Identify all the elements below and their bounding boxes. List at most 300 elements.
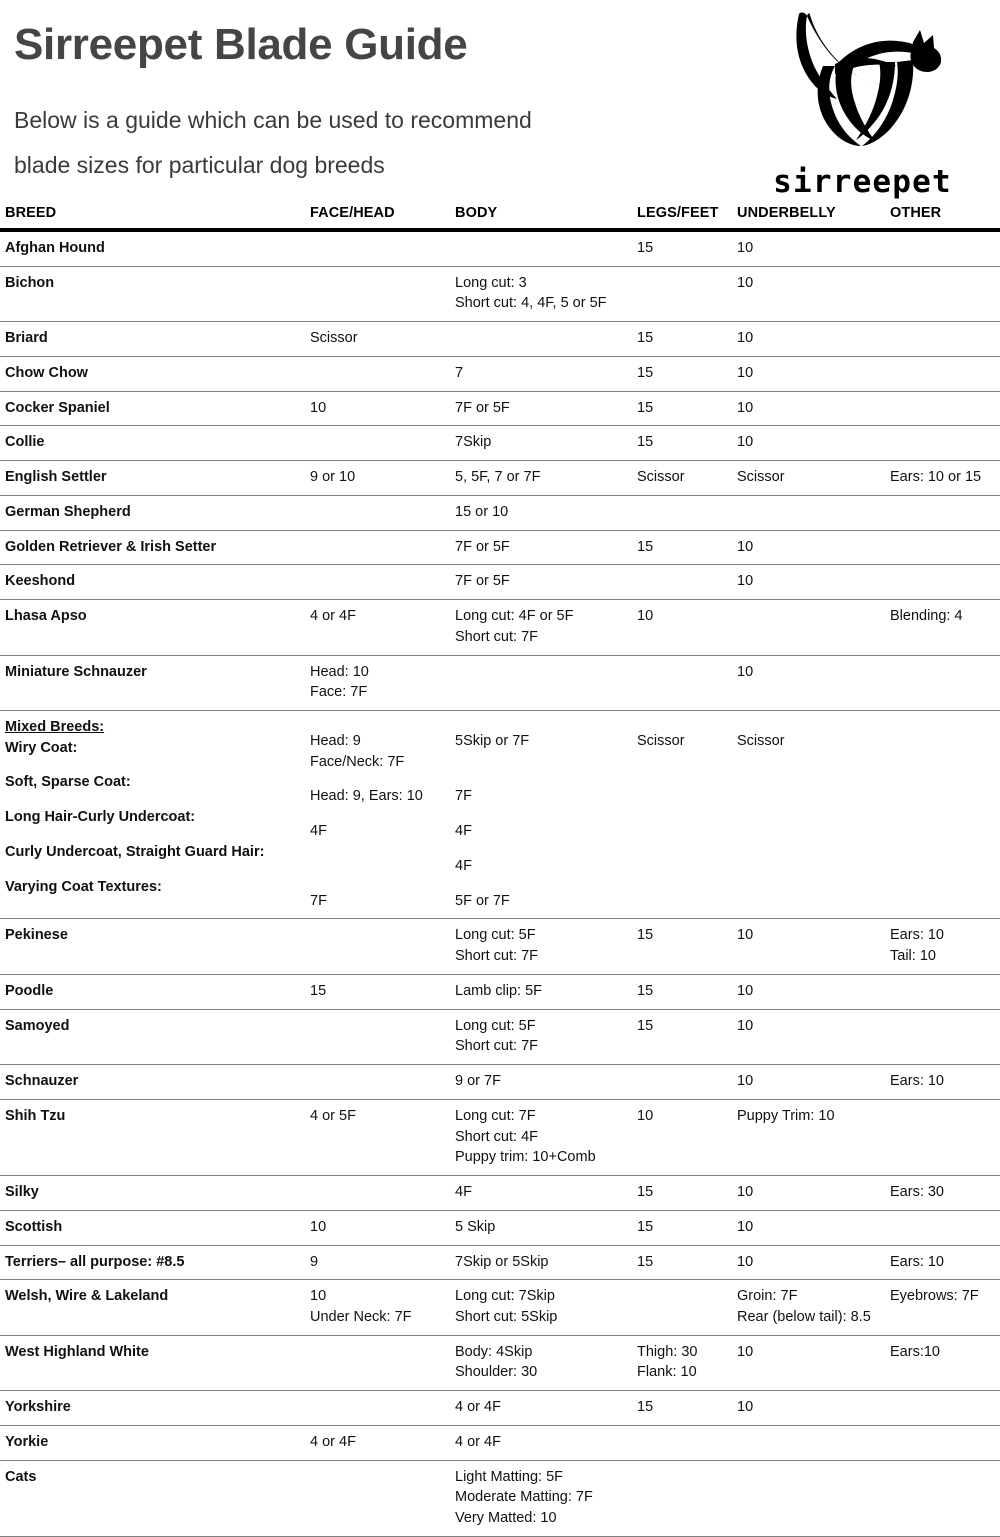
- cell-legs-feet: [637, 1335, 737, 1390]
- cell-line: Shoulder: 30: [455, 1364, 538, 1381]
- cell-body: [455, 495, 637, 530]
- cell-body: [455, 461, 637, 496]
- mixed-breeds-subrow-3: [890, 800, 994, 821]
- mixed-breeds-subrow-5: [5, 877, 306, 898]
- mixed-breeds-subrow-5: [737, 891, 884, 912]
- cell-line: Terriers– all purpose: #8.5: [5, 1253, 185, 1270]
- cell-legs-feet: [637, 426, 737, 461]
- cell-line: 15: [637, 364, 654, 381]
- cell-line: Face/Neck: 7F: [310, 753, 405, 770]
- cell-line: Puppy Trim: 10: [737, 1107, 835, 1124]
- cell-underbelly: [737, 530, 890, 565]
- table-row: [0, 391, 1000, 426]
- cell-line: Very Matted: 10: [455, 1510, 557, 1527]
- cell-line: 15: [637, 1218, 654, 1235]
- mixed-breeds-subrow-4: [637, 856, 731, 877]
- cell-body: [455, 1280, 637, 1335]
- cell-breed: [0, 461, 310, 496]
- cell-legs-feet: [637, 230, 737, 266]
- mixed-breeds-subrow-3: [737, 821, 884, 842]
- cell-line: English Settler: [5, 469, 107, 486]
- cell-underbelly: [737, 600, 890, 655]
- cell-other: [890, 1176, 1000, 1211]
- table-row: [0, 230, 1000, 266]
- cell-line: 10: [737, 1184, 754, 1201]
- mixed-breeds-subrow-3: [5, 807, 306, 828]
- table-row: [0, 919, 1000, 974]
- cell-line: Scissor: [310, 330, 358, 347]
- cell-other: [890, 426, 1000, 461]
- cell-legs-feet: [637, 565, 737, 600]
- cell-other: [890, 530, 1000, 565]
- mixed-breeds-subrow-2: [890, 766, 994, 787]
- cell-line: 7F or 5F: [455, 538, 510, 555]
- cell-line: 7: [455, 364, 464, 381]
- cell-line: 15: [637, 399, 654, 416]
- column-header-legs-feet: LEGS/FEET: [637, 205, 719, 221]
- cell-breed: [0, 1099, 310, 1175]
- cell-line: Thigh: 30: [637, 1343, 698, 1360]
- table-row: [0, 974, 1000, 1009]
- cell-line: Long cut: 7F: [455, 1107, 536, 1124]
- mixed-breeds-heading: Mixed Breeds:: [5, 719, 105, 736]
- cell-line: 15: [637, 927, 654, 944]
- mixed-breeds-subrow-5: [890, 870, 994, 891]
- cell-body: [455, 1210, 637, 1245]
- cell-line: 7F: [455, 788, 472, 805]
- cell-line: 10: [310, 399, 327, 416]
- cell-line: 7Skip: [455, 434, 492, 451]
- cell-line: 10: [737, 364, 754, 381]
- cell-line: 10: [310, 1218, 327, 1235]
- cell-line: 10: [737, 538, 754, 555]
- cell-underbelly: [737, 565, 890, 600]
- cell-line: Flank: 10: [637, 1364, 697, 1381]
- cell-line: 10: [737, 274, 754, 291]
- table-row: [0, 322, 1000, 357]
- mixed-breeds-subrow-1: [737, 731, 884, 772]
- cell-other: [890, 322, 1000, 357]
- cell-body: [455, 230, 637, 266]
- cell-line: Under Neck: 7F: [310, 1308, 412, 1325]
- cell-line: 15: [637, 240, 654, 256]
- table-row: [0, 565, 1000, 600]
- cell-line: Scissor: [737, 469, 785, 486]
- cell-legs-feet: [637, 1425, 737, 1460]
- cell-line: 4 or 4F: [310, 1433, 356, 1450]
- table-row: [0, 530, 1000, 565]
- cell-line: Collie: [5, 434, 45, 451]
- cell-underbelly: [737, 322, 890, 357]
- cell-line: 10: [737, 1218, 754, 1235]
- cell-breed: [0, 655, 310, 710]
- cell-other: [890, 266, 1000, 321]
- cell-line: 5F or 7F: [455, 892, 510, 909]
- cell-body: [455, 1065, 637, 1100]
- cell-line: Ears: 10 or 15: [890, 469, 982, 486]
- cell-line: Schnauzer: [5, 1073, 79, 1090]
- cell-breed: [0, 565, 310, 600]
- cell-line: 15: [637, 538, 654, 555]
- mixed-breeds-subrow-4: [890, 835, 994, 856]
- cell-body: [455, 1009, 637, 1064]
- cell-face-head: [310, 1391, 455, 1426]
- cell-other: [890, 1065, 1000, 1100]
- table-row-mixed-breeds: [0, 711, 1000, 919]
- cell-body: [455, 322, 637, 357]
- cell-line: Scissor: [637, 733, 685, 750]
- table-row: [0, 600, 1000, 655]
- cell-body: [455, 266, 637, 321]
- cell-line: 4 or 4F: [455, 1399, 501, 1416]
- cell-other: [890, 919, 1000, 974]
- cell-body: [455, 600, 637, 655]
- cell-underbelly: [737, 1245, 890, 1280]
- cell-face-head: [310, 230, 455, 266]
- cell-breed: [0, 1176, 310, 1211]
- cell-other: [890, 230, 1000, 266]
- cell-line: 10: [737, 399, 754, 416]
- cell-line: Short cut: 7F: [455, 628, 539, 645]
- cell-line: 10: [637, 608, 654, 625]
- cell-line: Welsh, Wire & Lakeland: [5, 1288, 169, 1305]
- cell-line: Scottish: [5, 1218, 63, 1235]
- cell-line: Head: 9, Ears: 10: [310, 788, 423, 805]
- mixed-breeds-subrow-5: [455, 891, 631, 912]
- cell-breed: [0, 530, 310, 565]
- table-row: [0, 1210, 1000, 1245]
- header-row: [0, 205, 1000, 230]
- cell-other: [890, 1009, 1000, 1064]
- cell-line: 5, 5F, 7 or 7F: [455, 469, 541, 486]
- cell-underbelly: [737, 1210, 890, 1245]
- cell-body: [455, 919, 637, 974]
- cell-legs-feet: [637, 919, 737, 974]
- cell-breed: [0, 1335, 310, 1390]
- mixed-breeds-heading-spacer: [737, 717, 884, 731]
- cell-face-head: [310, 530, 455, 565]
- logo-wordmark: sirreepet: [773, 164, 952, 200]
- cell-breed: [0, 266, 310, 321]
- cell-line: Light Matting: 5F: [455, 1468, 563, 1485]
- cell-line: Moderate Matting: 7F: [455, 1489, 593, 1506]
- cell-line: Silky: [5, 1184, 39, 1201]
- mixed-breeds-subrow-label: Curly Undercoat, Straight Guard Hair:: [5, 843, 265, 860]
- cell-face-head: [310, 1460, 455, 1536]
- mixed-breeds-heading-spacer: [455, 717, 631, 731]
- cell-line: Keeshond: [5, 573, 76, 590]
- cell-legs-feet: [637, 1176, 737, 1211]
- cell-legs-feet: [637, 600, 737, 655]
- cell-legs-feet: [637, 1460, 737, 1536]
- mixed-breeds-subrow-2: [455, 786, 631, 807]
- cell-face-head: [310, 919, 455, 974]
- cell-legs-feet: [637, 461, 737, 496]
- column-header-breed: BREED: [5, 205, 57, 221]
- cell-line: Groin: 7F: [737, 1288, 798, 1305]
- cell-breed: [0, 495, 310, 530]
- subtitle-line-2: blade sizes for particular dog breeds: [14, 151, 385, 178]
- cell-breed: [0, 391, 310, 426]
- cell-legs-feet: [637, 1391, 737, 1426]
- cell-line: 10: [737, 1253, 754, 1270]
- cell-line: Head: 10: [310, 663, 369, 680]
- mixed-breeds-subrow-3: [637, 821, 731, 842]
- cell-line: 4F: [310, 823, 327, 840]
- cell-breed: [0, 711, 310, 919]
- cell-underbelly: [737, 919, 890, 974]
- cell-line: Yorkie: [5, 1433, 49, 1450]
- cell-line: 9 or 10: [310, 469, 356, 486]
- cell-body: [455, 356, 637, 391]
- cell-other: [890, 1425, 1000, 1460]
- table-row: [0, 495, 1000, 530]
- table-body: [0, 230, 1000, 1536]
- mixed-breeds-heading-spacer: [310, 717, 449, 731]
- cell-underbelly: [737, 230, 890, 266]
- cell-line: Body: 4Skip: [455, 1343, 533, 1360]
- cell-line: Short cut: 5Skip: [455, 1308, 558, 1325]
- cell-other: [890, 1280, 1000, 1335]
- mixed-breeds-subrow-label: Wiry Coat:: [5, 739, 78, 756]
- cell-underbelly: [737, 711, 890, 919]
- table-row: [0, 1391, 1000, 1426]
- mixed-breeds-subrow-1: [5, 738, 306, 759]
- cell-line: 7F or 5F: [455, 573, 510, 590]
- cell-breed: [0, 1280, 310, 1335]
- cell-face-head: [310, 565, 455, 600]
- mixed-breeds-subrow-4: [5, 842, 306, 863]
- cell-other: [890, 1099, 1000, 1175]
- cell-body: [455, 1099, 637, 1175]
- cell-line: Long cut: 4F or 5F: [455, 608, 574, 625]
- cell-underbelly: [737, 1335, 890, 1390]
- cell-legs-feet: [637, 356, 737, 391]
- cell-line: 10: [737, 1017, 754, 1034]
- cell-line: Cats: [5, 1468, 37, 1485]
- cell-body: [455, 391, 637, 426]
- cell-legs-feet: [637, 266, 737, 321]
- brand-logo: [745, 4, 980, 202]
- cell-breed: [0, 356, 310, 391]
- cell-body: [455, 1245, 637, 1280]
- cell-line: Briard: [5, 330, 48, 347]
- cell-legs-feet: [637, 322, 737, 357]
- cell-line: Ears: 10: [890, 1253, 944, 1270]
- cell-line: 15 or 10: [455, 503, 509, 520]
- cell-body: [455, 1391, 637, 1426]
- cell-line: 7Skip or 5Skip: [455, 1253, 549, 1270]
- cell-line: Long cut: 5F: [455, 927, 536, 944]
- mixed-breeds-subrow-5: [637, 891, 731, 912]
- mixed-breeds-subrow-2: [737, 786, 884, 807]
- cell-line: Long cut: 7Skip: [455, 1288, 555, 1305]
- cell-line: 15: [637, 330, 654, 347]
- cell-body: [455, 1176, 637, 1211]
- cell-line: 10: [310, 1288, 327, 1305]
- cell-breed: [0, 1391, 310, 1426]
- cell-line: 4F: [455, 823, 472, 840]
- cell-face-head: [310, 426, 455, 461]
- cell-other: [890, 1245, 1000, 1280]
- sirreepet-cat-icon: [763, 4, 963, 154]
- mixed-breeds-subrow-4: [455, 856, 631, 877]
- cell-other: [890, 356, 1000, 391]
- cell-line: West Highland White: [5, 1343, 149, 1360]
- cell-legs-feet: [637, 1210, 737, 1245]
- cell-line: 4F: [455, 857, 472, 874]
- cell-underbelly: [737, 974, 890, 1009]
- cell-breed: [0, 230, 310, 266]
- cell-underbelly: [737, 426, 890, 461]
- cell-line: 15: [637, 1253, 654, 1270]
- cell-line: 4 or 5F: [310, 1107, 356, 1124]
- cell-body: [455, 711, 637, 919]
- cell-body: [455, 1425, 637, 1460]
- cell-line: 9: [310, 1253, 319, 1270]
- cell-line: Face: 7F: [310, 684, 368, 701]
- cell-face-head: [310, 600, 455, 655]
- cell-line: 7F or 5F: [455, 399, 510, 416]
- table-row: [0, 1065, 1000, 1100]
- cell-legs-feet: [637, 711, 737, 919]
- cell-underbelly: [737, 1425, 890, 1460]
- cell-underbelly: [737, 1176, 890, 1211]
- table-row: [0, 1335, 1000, 1390]
- cell-face-head: [310, 974, 455, 1009]
- cell-face-head: [310, 1425, 455, 1460]
- cell-line: Poodle: [5, 982, 54, 999]
- cell-line: Cocker Spaniel: [5, 399, 110, 416]
- cell-line: 10: [637, 1107, 654, 1124]
- table-row: [0, 356, 1000, 391]
- table-row: [0, 461, 1000, 496]
- cell-line: Lamb clip: 5F: [455, 982, 543, 999]
- mixed-breeds-subrow-5: [310, 891, 449, 912]
- cell-line: Head: 9: [310, 733, 361, 750]
- cell-legs-feet: [637, 1065, 737, 1100]
- cell-underbelly: [737, 461, 890, 496]
- table-row: [0, 1280, 1000, 1335]
- cell-underbelly: [737, 1065, 890, 1100]
- table-row: [0, 1176, 1000, 1211]
- cell-face-head: [310, 711, 455, 919]
- page-subtitle: [14, 98, 714, 188]
- mixed-breeds-subrow-1: [637, 731, 731, 772]
- cell-line: Yorkshire: [5, 1399, 71, 1416]
- cell-line: 15: [637, 982, 654, 999]
- cell-underbelly: [737, 655, 890, 710]
- mixed-breeds-subrow-2: [637, 786, 731, 807]
- cell-line: Long cut: 5F: [455, 1017, 536, 1034]
- cell-face-head: [310, 1210, 455, 1245]
- cell-line: Short cut: 7F: [455, 1038, 539, 1055]
- mixed-breeds-subrow-label: Long Hair-Curly Undercoat:: [5, 809, 196, 826]
- cell-line: Short cut: 4F: [455, 1128, 539, 1145]
- cell-breed: [0, 1460, 310, 1536]
- cell-legs-feet: [637, 1280, 737, 1335]
- cell-face-head: [310, 1099, 455, 1175]
- page-header: [0, 0, 1000, 205]
- cell-line: Bichon: [5, 274, 55, 291]
- cell-face-head: [310, 1065, 455, 1100]
- table-row: [0, 426, 1000, 461]
- cell-line: Rear (below tail): 8.5: [737, 1308, 871, 1325]
- cell-legs-feet: [637, 391, 737, 426]
- cell-face-head: [310, 1245, 455, 1280]
- cell-underbelly: [737, 1009, 890, 1064]
- cell-face-head: [310, 1009, 455, 1064]
- cell-line: 9 or 7F: [455, 1073, 501, 1090]
- mixed-breeds-subrow-label: Soft, Sparse Coat:: [5, 774, 131, 791]
- cell-line: Lhasa Apso: [5, 608, 87, 625]
- cell-underbelly: [737, 266, 890, 321]
- cell-line-pad: [737, 752, 884, 773]
- cell-line: 4 or 4F: [310, 608, 356, 625]
- cell-line: Long cut: 3: [455, 274, 527, 291]
- cell-line: Puppy trim: 10+Comb: [455, 1149, 596, 1166]
- cell-line: Ears:10: [890, 1343, 940, 1360]
- cell-line: 10: [737, 573, 754, 590]
- cell-line: 10: [737, 663, 754, 680]
- cell-other: [890, 1335, 1000, 1390]
- cell-line: Short cut: 7F: [455, 948, 539, 965]
- cell-legs-feet: [637, 1099, 737, 1175]
- cell-face-head: [310, 391, 455, 426]
- column-header-underbelly: UNDERBELLY: [737, 205, 836, 221]
- mixed-breeds-subrow-3: [455, 821, 631, 842]
- cell-line: Samoyed: [5, 1017, 70, 1034]
- cell-face-head: [310, 322, 455, 357]
- cell-face-head: [310, 655, 455, 710]
- cell-face-head: [310, 461, 455, 496]
- mixed-breeds-subrow-1: [310, 731, 449, 772]
- mixed-breeds-subrow-2: [5, 772, 306, 793]
- table-row: [0, 1099, 1000, 1175]
- mixed-breeds-subrow-4: [310, 856, 449, 877]
- cell-underbelly: [737, 1391, 890, 1426]
- mixed-breeds-heading-spacer: [890, 717, 994, 731]
- cell-face-head: [310, 1335, 455, 1390]
- cell-line: 10: [737, 927, 754, 944]
- cell-line: Eyebrows: 7F: [890, 1288, 979, 1305]
- cell-line: Short cut: 4, 4F, 5 or 5F: [455, 295, 607, 312]
- cell-line: 10: [737, 1343, 754, 1360]
- cell-other: [890, 1391, 1000, 1426]
- table-row: [0, 1245, 1000, 1280]
- cell-line: 10: [737, 434, 754, 451]
- mixed-breeds-subrow-1: [890, 731, 994, 752]
- cell-line: 15: [310, 982, 327, 999]
- cell-line: 10: [737, 982, 754, 999]
- cell-line: 5 Skip: [455, 1218, 496, 1235]
- cell-line: 15: [637, 1017, 654, 1034]
- cell-line: Chow Chow: [5, 364, 88, 381]
- cell-line: Pekinese: [5, 927, 68, 944]
- cell-underbelly: [737, 1099, 890, 1175]
- cell-underbelly: [737, 495, 890, 530]
- cell-line-pad: [455, 752, 631, 773]
- mixed-breeds-subrow-2: [310, 786, 449, 807]
- cell-line-pad: [637, 752, 731, 773]
- cell-line: 15: [637, 434, 654, 451]
- subtitle-line-1: Below is a guide which can be used to recommend: [14, 107, 532, 133]
- cell-body: [455, 530, 637, 565]
- cell-body: [455, 974, 637, 1009]
- cell-other: [890, 495, 1000, 530]
- cell-line: 10: [737, 1399, 754, 1416]
- cell-line: 5Skip or 7F: [455, 733, 530, 750]
